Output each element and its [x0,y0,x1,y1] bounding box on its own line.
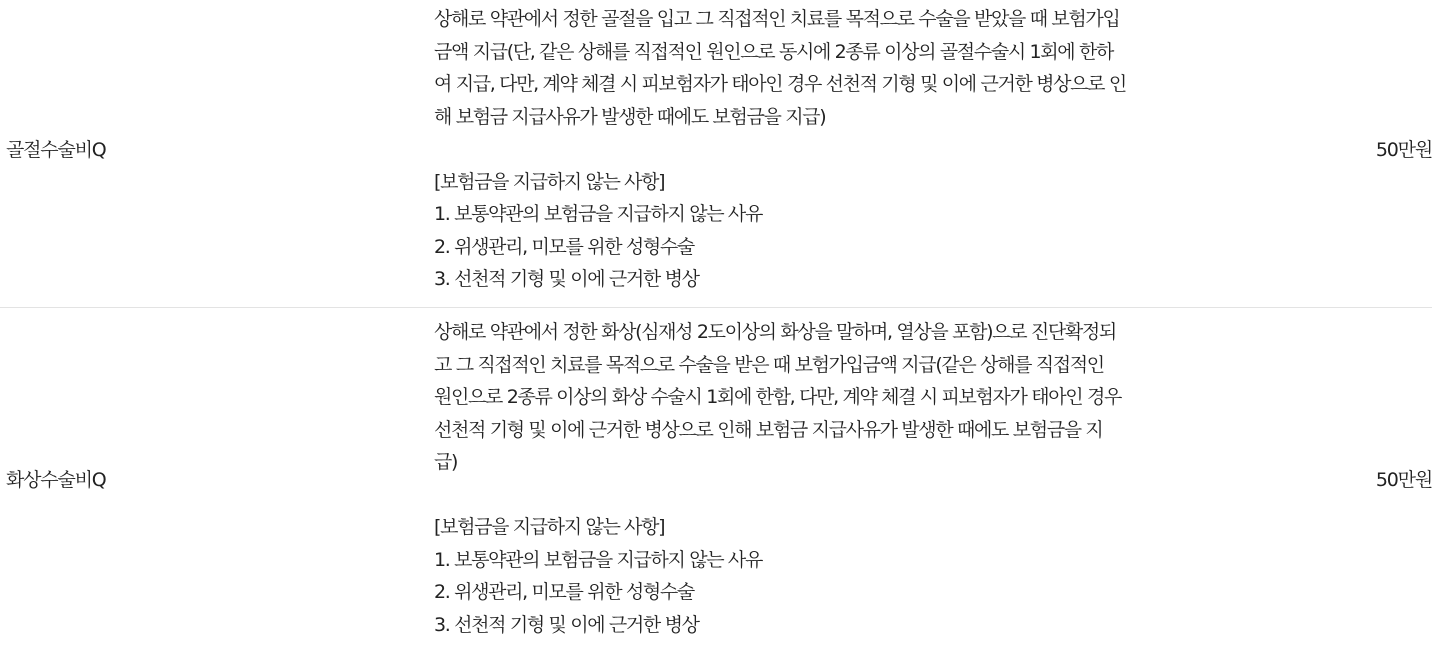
exclusion-item: 3. 선천적 기형 및 이에 근거한 병상 [434,613,699,636]
coverage-amount: 50만원 [1375,139,1432,161]
coverage-name: 골절수술비Q [6,139,106,161]
description-line: 여 지급, 다만, 계약 체결 시 피보험자가 태아인 경우 선천적 기형 및 이에 근거한 병상으로 인 [434,73,1126,95]
exclusions-heading: [보험금을 지급하지 않는 사항] [434,170,665,193]
paragraph-gap [434,133,1176,166]
description-line: 급) [434,451,458,473]
paragraph-gap [434,479,1176,512]
description-line: 금액 지급(단, 같은 상해를 직접적인 원인으로 동시에 2종류 이상의 골절수술시 1회에 한하 [434,40,1113,63]
exclusion-item: 1. 보통약관의 보험금을 지급하지 않는 사유 [434,548,762,571]
exclusion-item: 2. 위생관리, 미모를 위한 성형수술 [434,235,694,258]
coverage-name: 화상수술비Q [6,469,106,491]
coverage-description [434,316,1176,641]
exclusion-item: 1. 보통약관의 보험금을 지급하지 않는 사유 [434,203,762,225]
description-line: 고 그 직접적인 치료를 목적으로 수술을 받은 때 보험가입금액 지급(같은 상해를 직접적인 [434,353,1104,376]
exclusion-item: 3. 선천적 기형 및 이에 근거한 병상 [434,268,699,290]
exclusion-item: 2. 위생관리, 미모를 위한 성형수술 [434,581,694,603]
coverage-description [434,3,1176,296]
description-line: 선천적 기형 및 이에 근거한 병상으로 인해 보험금 지급사유가 발생한 때에도 보험금을 지 [434,418,1103,441]
description-line: 해 보험금 지급사유가 발생한 때에도 보험금을 지급) [434,105,826,128]
exclusions-heading: [보험금을 지급하지 않는 사항] [434,516,665,538]
coverage-row-fracture-surgery [0,0,1432,308]
description-line: 상해로 약관에서 정한 화상(심재성 2도이상의 화상을 말하며, 열상을 포함)으로 진단확정되 [434,321,1116,343]
description-line: 상해로 약관에서 정한 골절을 입고 그 직접적인 치료를 목적으로 수술을 받았을 때 보험가입 [434,8,1120,30]
coverage-row-burn-surgery [0,308,1432,646]
coverage-amount: 50만원 [1375,469,1432,491]
description-line: 원인으로 2종류 이상의 화상 수술시 1회에 한함, 다만, 계약 체결 시 피보험자가 태아인 경우 [434,386,1121,408]
